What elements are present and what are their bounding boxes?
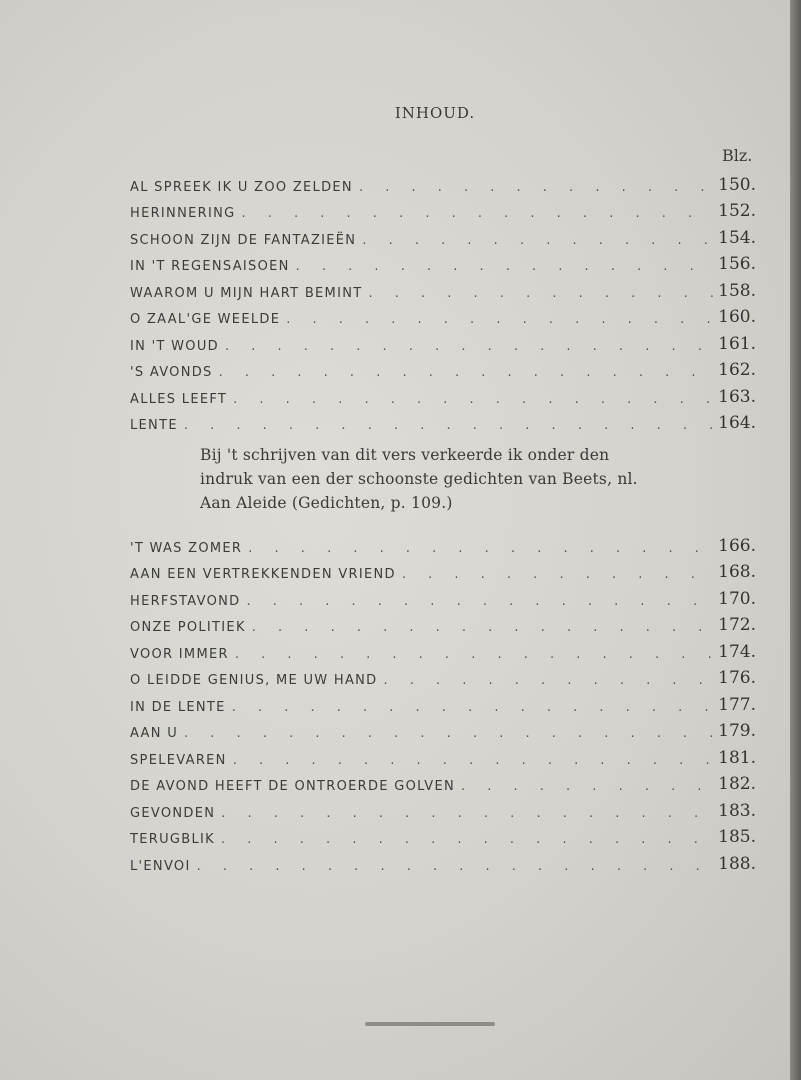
dot-leader: [356, 233, 714, 248]
toc-entry: [130, 847, 756, 874]
toc-entry-page: 176.: [718, 668, 756, 688]
dot-leader: [290, 259, 714, 274]
toc-entry-title: WAAROM U MIJN HART BEMINT: [130, 285, 363, 301]
footnote-line: Bij 't schrijven van dit vers verkeerde ik onder den: [200, 446, 610, 464]
page-column-label: Blz.: [722, 146, 753, 165]
toc-entry: [130, 407, 756, 434]
dot-leader: [219, 339, 714, 354]
toc-entry-page: 185.: [718, 827, 756, 847]
toc-entry: [130, 794, 756, 821]
dot-leader: [215, 832, 714, 847]
toc-entry-title: ONZE POLITIEK: [130, 620, 246, 635]
dot-leader: [280, 312, 714, 327]
toc-entry: [130, 301, 756, 328]
dot-leader: [226, 700, 714, 715]
toc-entry-page: 177.: [718, 694, 756, 715]
dot-leader: [235, 206, 714, 221]
toc-entry-page: 161.: [718, 333, 756, 354]
toc-entry-page: 160.: [718, 307, 756, 327]
toc-entry: [130, 168, 756, 195]
toc-entry-page: 174.: [718, 641, 756, 662]
toc-group-a: [130, 168, 756, 433]
toc-entry-title: O ZAAL'GE WEELDE: [130, 312, 281, 327]
dot-leader: [227, 392, 714, 407]
page-edge: [790, 0, 801, 1080]
bottom-rule: [365, 1022, 495, 1026]
dot-leader: [396, 567, 714, 582]
toc-entry-title: AL SPREEK IK U ZOO ZELDEN: [130, 179, 353, 195]
toc-entry-page: 154.: [718, 227, 756, 248]
toc-entry: [130, 662, 756, 689]
toc-entry-page: 150.: [718, 174, 756, 195]
dot-leader: [353, 180, 714, 195]
footnote-line: Aan Aleide (Gedichten, p. 109.): [200, 494, 453, 512]
toc-entry: [130, 768, 756, 795]
toc-entry-page: 162.: [718, 360, 756, 380]
dot-leader: [240, 594, 714, 609]
footnote-line: indruk van een der schoonste gedichten van Beets, nl.: [200, 470, 638, 488]
toc-entry-title: IN DE LENTE: [130, 699, 226, 715]
toc-entry-page: 170.: [718, 588, 756, 609]
dot-leader: [377, 673, 714, 688]
toc-entry-title: 'S AVONDS: [130, 365, 213, 380]
toc-entry: [130, 741, 756, 768]
dot-leader: [227, 753, 714, 768]
toc-entry-title: HERFSTAVOND: [130, 593, 241, 609]
toc-entry-page: 172.: [718, 615, 756, 635]
toc-entry-title: SPELEVAREN: [130, 752, 227, 768]
toc-entry: [130, 327, 756, 354]
toc-entry-title: SCHOON ZIJN DE FANTAZIEËN: [130, 232, 357, 248]
dot-leader: [178, 726, 714, 741]
toc-entry-title: DE AVOND HEEFT DE ONTROERDE GOLVEN: [130, 779, 455, 794]
toc-entry: [130, 582, 756, 609]
dot-leader: [362, 286, 714, 301]
toc-entry: [130, 221, 756, 248]
toc-entry-title: TERUGBLIK: [130, 832, 215, 847]
toc-entry-page: 181.: [718, 747, 756, 768]
toc-entry-page: 156.: [718, 254, 756, 274]
toc-entry: [130, 529, 756, 556]
toc-entry-title: GEVONDEN: [130, 805, 216, 821]
toc-entry: [130, 715, 756, 742]
table-of-contents: [130, 168, 756, 874]
toc-entry: [130, 195, 756, 222]
toc-entry-page: 183.: [718, 800, 756, 821]
dot-leader: [246, 620, 714, 635]
toc-entry: [130, 609, 756, 636]
toc-entry-page: 158.: [718, 280, 756, 301]
toc-entry-title: VOOR IMMER: [130, 646, 229, 662]
toc-entry-title: HERINNERING: [130, 206, 236, 221]
toc-entry: [130, 635, 756, 662]
toc-entry-title: IN 'T REGENSAISOEN: [130, 259, 290, 274]
toc-entry-title: AAN EEN VERTREKKENDEN VRIEND: [130, 567, 396, 582]
toc-entry-title: IN 'T WOUD: [130, 338, 219, 354]
dot-leader: [242, 541, 714, 556]
toc-entry-page: 163.: [718, 386, 756, 407]
toc-entry-title: O LEIDDE GENIUS, ME UW HAND: [130, 673, 378, 688]
toc-entry-page: 182.: [718, 774, 756, 794]
toc-entry: [130, 821, 756, 848]
toc-entry-page: 168.: [718, 562, 756, 582]
toc-entry: [130, 274, 756, 301]
dot-leader: [455, 779, 714, 794]
dot-leader: [215, 806, 714, 821]
page-heading: INHOUD.: [394, 104, 476, 122]
footnote: [130, 433, 756, 529]
dot-leader: [229, 647, 714, 662]
toc-entry-page: 166.: [718, 535, 756, 556]
toc-entry-page: 188.: [718, 853, 756, 874]
toc-entry-title: AAN U: [130, 726, 179, 741]
toc-entry-page: 179.: [718, 721, 756, 741]
toc-entry-title: LENTE: [130, 418, 178, 433]
toc-entry-page: 164.: [718, 413, 756, 433]
dot-leader: [191, 859, 714, 874]
toc-entry: [130, 380, 756, 407]
toc-entry: [130, 556, 756, 583]
dot-leader: [213, 365, 714, 380]
toc-entry: [130, 688, 756, 715]
toc-entry: [130, 354, 756, 381]
dot-leader: [178, 418, 714, 433]
toc-entry: [130, 248, 756, 275]
toc-entry-title: L'ENVOI: [130, 858, 191, 874]
toc-entry-page: 152.: [718, 201, 756, 221]
toc-entry-title: ALLES LEEFT: [130, 391, 228, 407]
toc-entry-title: 'T WAS ZOMER: [130, 540, 243, 556]
toc-group-b: [130, 529, 756, 874]
